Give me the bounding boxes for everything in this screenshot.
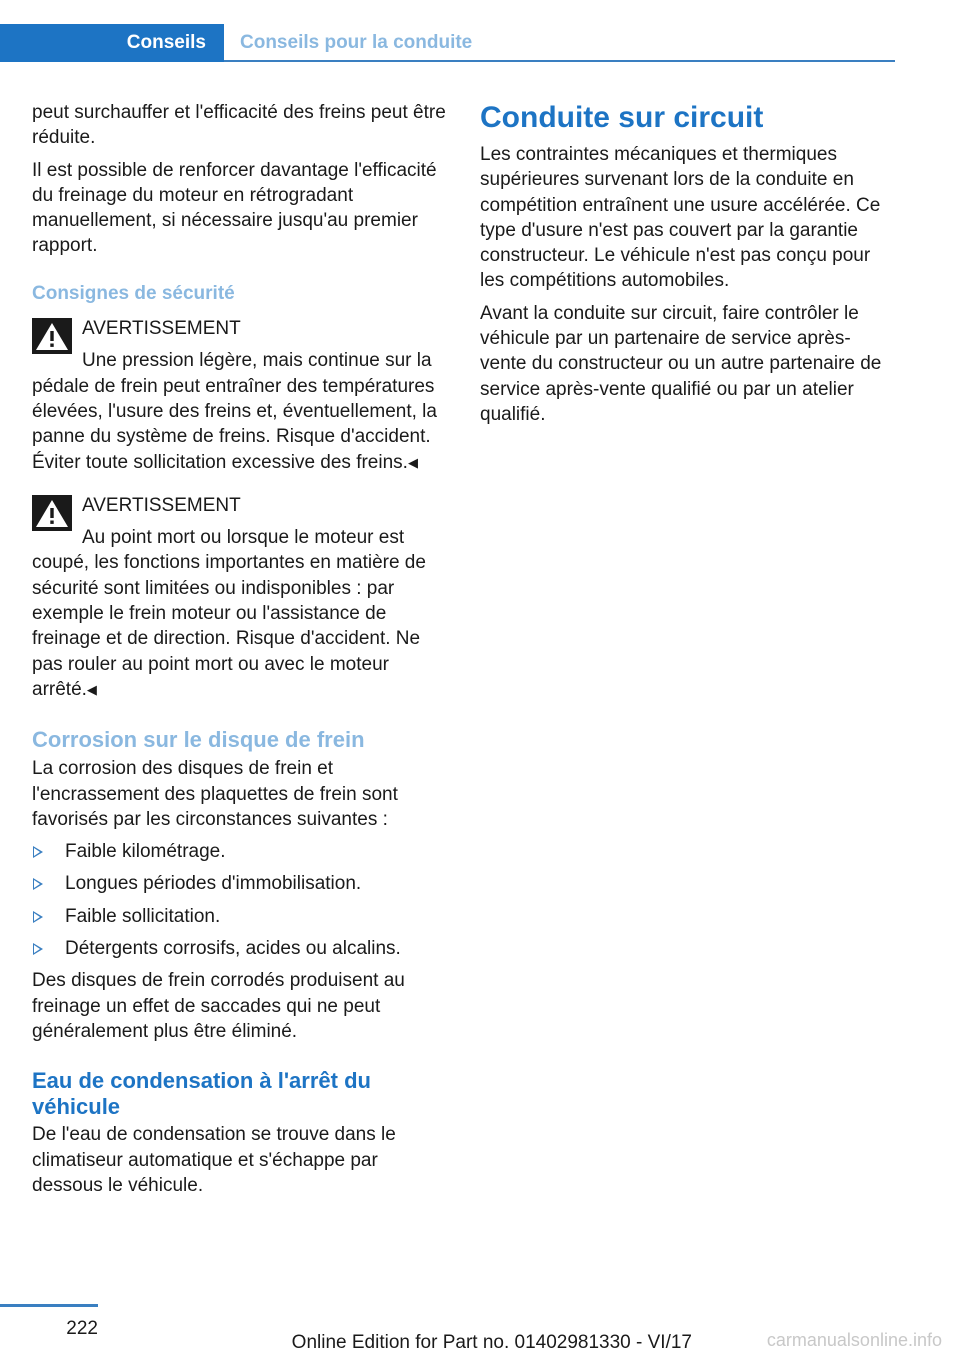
triangle-bullet-icon <box>33 911 43 923</box>
page-number: 222 <box>66 1318 98 1339</box>
list-item-text: Faible sollicitation. <box>65 905 221 927</box>
corrosion-heading: Corrosion sur le disque de frein <box>32 727 365 753</box>
circuit-heading: Conduite sur circuit <box>480 101 764 134</box>
right-column <box>480 100 896 434</box>
warning-block-2 <box>32 493 450 702</box>
intro-paragraph-2: Il est possible de renforcer davantage l'efficacité du freinage du moteur en rétrogradant manuellement, si nécessaire jusqu'au premier rapport. <box>32 159 437 257</box>
warning-body: Au point mort ou lorsque le moteur est coupé, les fonctions importantes en matière de sécurité sont limitées ou indisponibles : par exemple le frein moteur ou l'assistance de freinage et de direction. Risque d'accident. Ne pas rouler au point mort ou avec le moteur arrêté. <box>32 527 426 700</box>
condensation-paragraph: De l'eau de condensation se trouve dans le climatiseur automatique et s'échappe par dessous le véhicule. <box>32 1124 396 1196</box>
section-tab-label: Conseils <box>126 32 206 53</box>
condensation-heading: Eau de condensation à l'arrêt du véhicule <box>32 1068 371 1120</box>
end-mark: ◀ <box>86 681 97 697</box>
section-tab-conseils <box>0 24 224 62</box>
end-mark: ◀ <box>407 454 418 470</box>
warning-triangle-icon <box>32 495 72 531</box>
list-item <box>32 904 450 929</box>
warning-body: Une pression légère, mais continue sur la pédale de frein peut entraîner des températures élevées, l'usure des freins et, éventuellement, la panne du système de freins. Risque d'accident. Éviter toute sollicitation excessive des freins. <box>32 350 437 473</box>
triangle-bullet-icon <box>33 943 43 955</box>
list-item <box>32 839 450 864</box>
footer-rule <box>0 1304 98 1307</box>
section-tab-conduite <box>240 24 472 62</box>
circuit-paragraph-2: Avant la conduite sur circuit, faire contrôler le véhicule par un partenaire de service après-vente du constructeur ou un autre partenaire de service après-vente qualifié ou par un atelier qualifié. <box>480 302 882 425</box>
warning-title: AVERTISSEMENT <box>82 318 241 340</box>
warning-block-1 <box>32 316 450 475</box>
list-item-text: Faible kilométrage. <box>65 841 226 863</box>
safety-heading: Consignes de sécurité <box>32 282 235 304</box>
intro-paragraph-1: peut surchauffer et l'efficacité des freins peut être réduite. <box>32 102 446 149</box>
edition-label: Online Edition for Part no. 01402981330 - VI/17 <box>291 1332 692 1353</box>
corrosion-paragraph-1: La corrosion des disques de frein et l'encrassement des plaquettes de frein sont favorisés par les circonstances suivantes : <box>32 758 398 830</box>
list-item-text: Longues périodes d'immobilisation. <box>65 873 362 895</box>
triangle-bullet-icon <box>33 878 43 890</box>
warning-triangle-icon <box>32 318 72 354</box>
circuit-paragraph-1: Les contraintes mécaniques et thermiques supérieures survenant lors de la conduite en compétition entraînent une usure accélérée. Ce type d'usure n'est pas couvert par la garantie constructeur. Le véhicule n'est pas conçu pour les compétitions automobiles. <box>480 144 881 292</box>
list-item <box>32 871 450 896</box>
list-item <box>32 936 450 961</box>
triangle-bullet-icon <box>33 846 43 858</box>
list-item-text: Détergents corrosifs, acides ou alcalins. <box>65 938 401 960</box>
corrosion-list <box>32 839 450 961</box>
warning-title: AVERTISSEMENT <box>82 494 241 516</box>
left-column <box>32 100 450 1205</box>
watermark: carmanualsonline.info <box>766 1330 942 1350</box>
page-header <box>0 24 895 62</box>
corrosion-paragraph-2: Des disques de frein corrodés produisent au freinage un effet de saccades qui ne peut généralement plus être éliminé. <box>32 970 405 1042</box>
section-tab-label: Conseils pour la conduite <box>240 32 473 53</box>
